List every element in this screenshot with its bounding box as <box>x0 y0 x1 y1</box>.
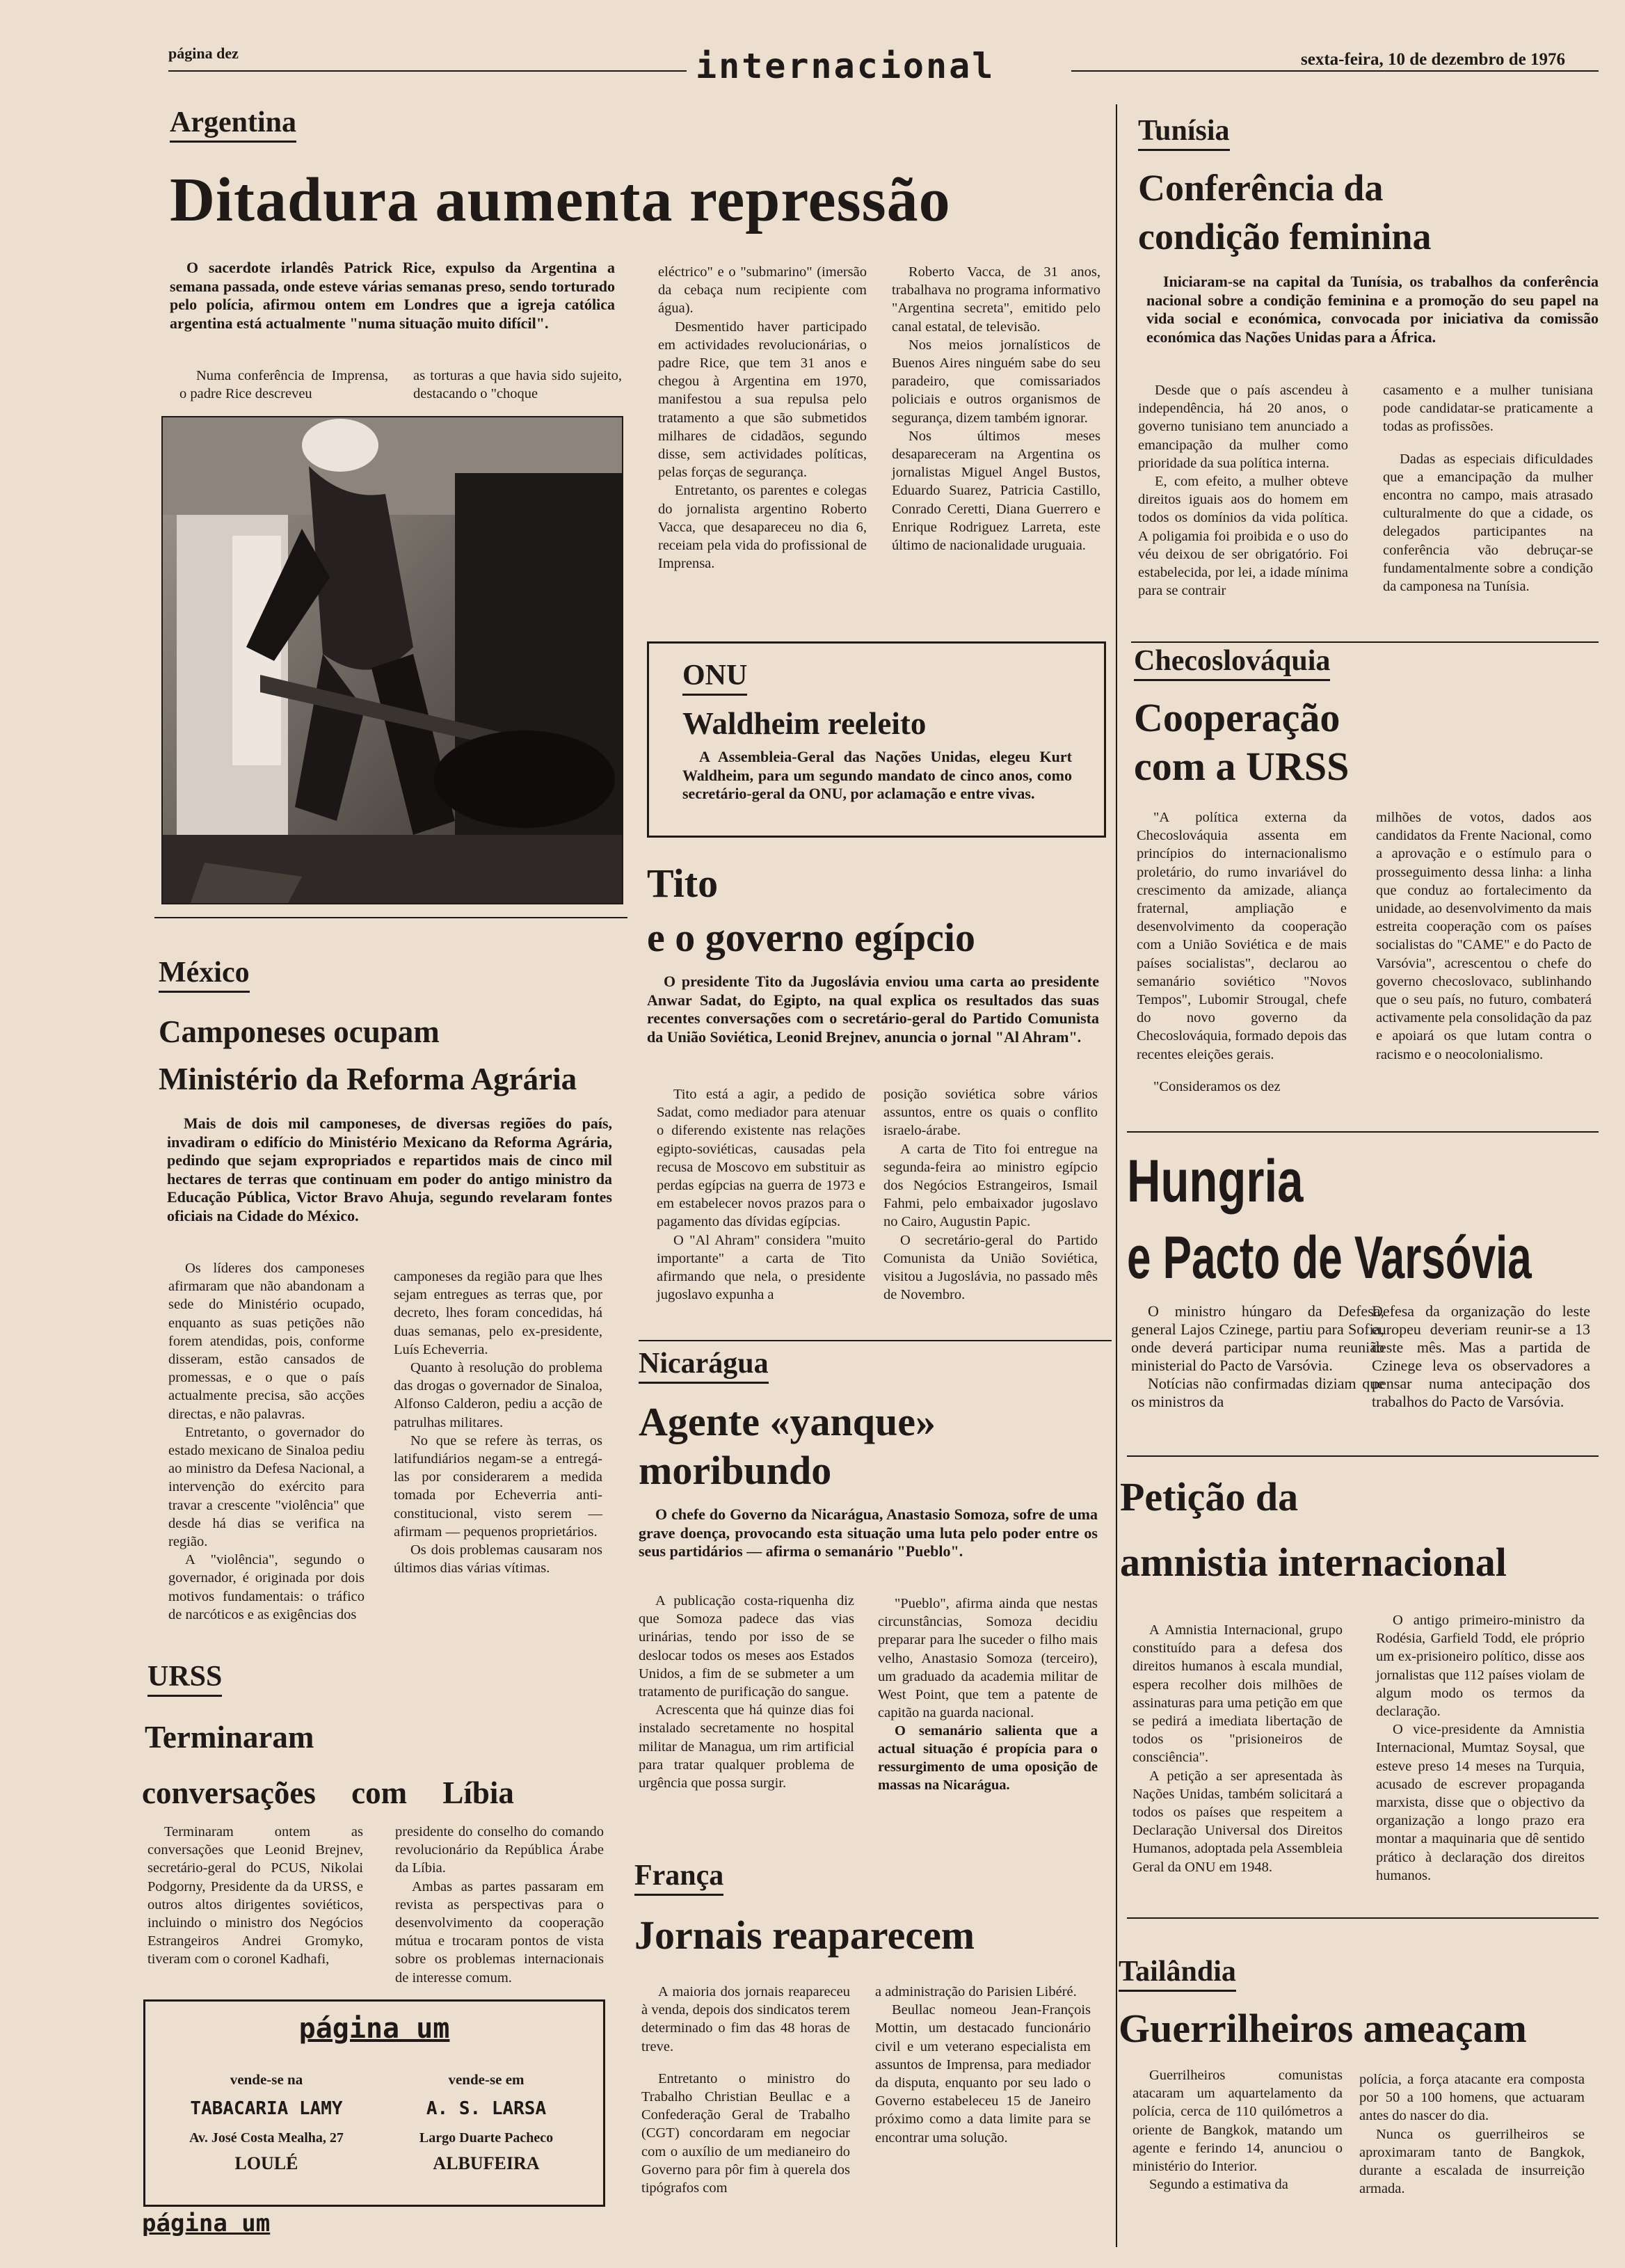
onu-headline: Waldheim reeleito <box>682 706 927 741</box>
hungria-top-rule <box>1127 1131 1599 1133</box>
urss-kicker: URSS <box>147 1660 222 1697</box>
issue-date: sexta-feira, 10 de dezembro de 1976 <box>1301 50 1566 69</box>
onu-box <box>647 641 1106 838</box>
tito-headline-2: e o governo egípcio <box>647 915 975 960</box>
hungria-col-1: O ministro húngaro da Defesa, general Lajos Czinege, partiu para Sofia, onde deverá participar numa reunião ministerial do Pacto de Varsóvia. Notícias não confirmadas diziam que os ministros da <box>1131 1302 1384 1410</box>
tunisia-col-1: Desde que o país ascendeu à independência, há 20 anos, o governo tunisiano tem anunciado a emancipação da mulher como prioridade da sua política interna. E, com efeito, a mulher obteve direitos iguais aos do homem em todos os domínios da vida política. A poligamia foi proibida e o uso do véu deixou de ser obrigatório. Foi estabelecida, por lei, a idade mínima para se contrair <box>1138 383 1348 599</box>
argentina-col-3: eléctrico" e o "submarino" (imersão da cebaça num recipiente com água). Desmentido haver participado em actividades revolucionárias, o padre Rice, que tem 31 anos e chegou à Argentina em 1970, manifestou a sua repulsa pelo tratamento a que são submetidos milhares de cidadãos, segundo disse, sem actividades políticas, pelas forças de segurança. Entretanto, os parentes e colegas do jornalista argentino Roberto Vacca, que desapareceu no dia 6, receiam pela vida do profissional de Imprensa. <box>658 264 867 572</box>
right-column-divider <box>1116 104 1117 2247</box>
franca-col-2: a administração do Parisien Libéré. Beullac nomeou Jean-François Mottin, um destacado funcionário civil e um veterano especialista em assuntos de Imprensa, para mediador da disputa, enquanto por seu lado o Governo estabeleceu 15 de Janeiro próximo como a data limite para se encontrar uma solução. <box>875 1984 1091 2146</box>
header-rule-right <box>1071 70 1599 72</box>
tailandia-top-rule <box>1127 1917 1599 1919</box>
pagina-um-ad <box>143 1999 605 2207</box>
tunisia-col-2: casamento e a mulher tunisiana pode candidatar-se praticamente a todas as profissões. Dadas as especiais dificuldades que a emancipação da mulher encontra no campo, mais atrasado culturalmente do que a cidade, os delegados participantes na conferência vão debruçar-se fundamentalmente sobre a condição da camponesa na Tunísia. <box>1383 383 1593 595</box>
amnistia-headline-2: amnistia internacional <box>1120 1540 1507 1585</box>
hungria-col-2: Defesa da organização do leste europeu deveriam reunir-se a 13 deste mês. Mas a partida de Czinege leva os observadores a pensar numa antecipação dos trabalhos do Pacto de Varsóvia. <box>1372 1302 1590 1410</box>
mexico-lead: Mais de dois mil camponeses, de diversas regiões do país, invadiram o edifício do Ministério Mexicano da Reforma Agrária, pedindo que sejam expropriados e repartidos mais de cinco mil hectares de terras que continuam em poder do antigo ministro da Educação Pública, Victor Bravo Ahuja, segundo revelaram fontes oficiais na Cidade do México. <box>167 1115 612 1224</box>
urss-headline-1: Terminaram <box>145 1720 314 1755</box>
nicaragua-headline-2: moribundo <box>639 1448 832 1493</box>
section-title: internacional <box>696 46 995 86</box>
tunisia-headline-2: condição feminina <box>1138 216 1432 257</box>
ad-left: vende-se na TABACARIA LAMY Av. José Costa Mealha, 27 LOULÉ <box>189 2071 344 2173</box>
franca-kicker: França <box>634 1859 723 1896</box>
franca-col-1: A maioria dos jornais reapareceu à venda, depois dos sindicatos terem determinado o fim das 48 horas de treve. Entretanto o ministro do Trabalho Christian Beullac e a Confederação Geral de Trabalho (CGT) concordaram em negociar com o auxílio de um medianeiro do Governo para pôr fim à querela dos tipógrafos com <box>641 1984 850 2196</box>
checoslovaquia-col-2: milhões de votos, dados aos candidatos da Frente Nacional, como a aprovação e o estímulo para o prosseguimento dessa linha: a linha que conduz ao fortalecimento da unidade, ao desenvolvimento da mais estreita cooperação com os países socialistas do "CAME" e do Pacto de Varsóvia", acrescentou o chefe do governo checoslovaco, sublinhando que o seu país, no futuro, combaterá activamente pela consolidação da paz e apoiará os que lutam contra o racismo e o neocolonialismo. <box>1376 810 1592 1062</box>
tailandia-kicker: Tailândia <box>1119 1955 1236 1992</box>
tunisia-headline-1: Conferência da <box>1138 167 1384 209</box>
tailandia-col-2: polícia, a força atacante era composta por 50 a 100 homens, que actuaram antes do nascer do dia. Nunca os guerrilheiros se aproximaram tanto de Bangkok, durante a escalada de insurreição armada. <box>1359 2072 1585 2197</box>
tailandia-headline: Guerrilheiros ameaçam <box>1119 2006 1527 2051</box>
tunisia-lead: Iniciaram-se na capital da Tunísia, os trabalhos da conferência nacional sobre a condição feminina e a promoção do seu papel na vida social e económica, convocada por iniciativa da comissão económica das Nações Unidas para a África. <box>1146 273 1599 346</box>
mexico-headline-1: Camponeses ocupam <box>159 1014 440 1049</box>
argentina-photo <box>161 416 623 904</box>
police-photo-illustration <box>163 417 622 903</box>
amnistia-top-rule <box>1127 1455 1599 1457</box>
nicaragua-headline-1: Agente «yanque» <box>639 1399 936 1444</box>
checoslovaquia-headline-1: Cooperação <box>1134 695 1340 740</box>
hungria-headline-1: Hungria <box>1127 1148 1304 1215</box>
tailandia-col-1: Guerrilheiros comunistas atacaram um aquartelamento da polícia, cerca de 110 quilómetros a oriente de Bangkok, matando um agente e ferindo 14, anunciou o ministério do Interior. Segundo a estimativa da <box>1132 2068 1343 2193</box>
ad-right: vende-se em A. S. LARSA Largo Duarte Pacheco ALBUFEIRA <box>419 2071 554 2173</box>
checoslovaquia-headline-2: com a URSS <box>1134 744 1350 789</box>
hungria-headline-2: e Pacto de Varsóvia <box>1127 1224 1532 1291</box>
argentina-col-4: Roberto Vacca, de 31 anos, trabalhava no programa informativo "Argentina secreta", emitido pelo canal estatal, de televisão. Nos meios jornalísticos de Buenos Aires ninguém sabe do seu paradeiro, que comissariados policiais e outros organismos de segurança, dizem também ignorar. Nos últimos meses desapareceram na Argentina os jornalistas Miguel Angel Bustos, Eduardo Suarez, Patricia Castillo, Conrado Ceretti, Diana Guerrero e Enrique Rodriguez Larreta, este último de nacionalidade uruguaia. <box>892 264 1100 554</box>
argentina-col-1: Numa conferência de Imprensa, o padre Rice descreveu <box>179 368 388 402</box>
urss-headline-2: conversações com Líbia <box>142 1775 514 1810</box>
nicaragua-col-1: A publicação costa-riquenha diz que Somoza padece das vias urinárias, tendo por isso de se deslocar todos os meses aos Estados Unidos, a fim de se submeter a um tratamento de purificação do sangue. Acrescenta que há quinze dias foi instalado secretamente no hospital militar de Managua, um rim artificial para tratar qualquer problema de urgência que possa surgir. <box>639 1593 854 1791</box>
checoslovaquia-top-rule <box>1131 641 1599 643</box>
amnistia-headline-1: Petição da <box>1120 1474 1299 1519</box>
onu-kicker: ONU <box>682 659 747 696</box>
nicaragua-top-rule <box>639 1340 1112 1341</box>
franca-headline: Jornais reaparecem <box>634 1912 975 1958</box>
tito-col-2: posição soviética sobre vários assuntos, entre os quais o conflito israelo-árabe. A carta de Tito foi entregue na segunda-feira ao ministro egípcio dos Negócios Estrangeiros, Ismail Fahmi, pelo embaixador jugoslavo no Cairo, Augustin Papic. O secretário-geral do Partido Comunista da União Soviética, visitou a Jugoslávia, no passado mês de Novembro. <box>883 1087 1098 1303</box>
nicaragua-lead: O chefe do Governo da Nicarágua, Anastasio Somoza, sofre de uma grave doença, provocando esta situação uma luta pelo poder entre os seus partidários — afirma o semanário "Pueblo". <box>639 1506 1098 1560</box>
checoslovaquia-col-1: "A política externa da Checoslováquia assenta em princípios do internacionalismo proletário, do rumo invariável do crescimento da amizade, aliança fraternal, ampliação e desenvolvimento da cooperação com a União Soviética e de mais países socialistas", declarou ao semanário soviético "Novos Tempos", Lubomir Strougal, chefe do novo governo da Checoslováquia, formado depois das recentes eleições gerais. "Consideramos os dez <box>1137 810 1347 1094</box>
mexico-top-rule <box>154 917 627 918</box>
amnistia-col-1: A Amnistia Internacional, grupo constituído para a defesa dos direitos humanos à escala mundial, espera recolher dois milhões de assinaturas para uma petição em que se pedirá a imediata libertação de todos os "prisioneiros de consciência". A petição a ser apresentada às Nações Unidas, também solicitará a todos os países que respeitem a Declaração Universal dos Direitos Humanos, adoptada pela Assembleia Geral da ONU em 1948. <box>1132 1622 1343 1875</box>
ad-title: página um <box>298 2013 450 2045</box>
onu-lead: A Assembleia-Geral das Nações Unidas, elegeu Kurt Waldheim, para um segundo mandato de cinco anos, como secretário-geral da ONU, por aclamação e entre vivas. <box>682 748 1072 802</box>
nicaragua-kicker: Nicarágua <box>639 1347 769 1384</box>
tito-headline-1: Tito <box>647 861 719 906</box>
argentina-kicker: Argentina <box>170 106 296 143</box>
mexico-col-2: camponeses da região para que lhes sejam entregues as terras que, por decreto, lhes foram concedidas, há duas semanas, pelo ex-presidente, Luís Echeverria. Quanto à resolução do problema das drogas o governador de Sinaloa, Alfonso Calderon, pediu a acção de patrulhas militares. No que se refere às terras, os latifundiários negam-se a entregá-las por considerarem a medida tomada por Echeverria anti-constitucional, visto serem — afirmam — pequenos proprietários. Os dois problemas causaram nos últimos dias várias vítimas. <box>394 1269 602 1576</box>
ad-footer: página um <box>142 2210 271 2237</box>
mexico-col-1: Os líderes dos camponeses afirmaram que não abandonam a sede do Ministério ocupado, enquanto as suas petições não forem atendidas, pois, conforme disseram, estão cansados de promessas, e o que o país actualmente precisa, são acções directas, e não palavras. Entretanto, o governador do estado mexicano de Sinaloa pediu ao ministro da Defesa Nacional, a intervenção do exército para travar a crescente "violência" que desde há dias se verifica na região. A "violência", segundo o governador, é originada por dois motivos fundamentais: o tráfico de narcóticos e as exigências dos <box>168 1261 365 1622</box>
mexico-headline-2: Ministério da Reforma Agrária <box>159 1062 577 1096</box>
page-label: página dez <box>168 45 239 62</box>
argentina-col-2: as torturas a que havia sido sujeito, destacando o "choque <box>413 368 622 402</box>
tito-lead: O presidente Tito da Jugoslávia enviou uma carta ao presidente Anwar Sadat, do Egipto, na qual explica os resultados das suas recentes conversações com o secretário-geral do Partido Comunista da União Soviética, Leonid Brejnev, anuncia o jornal "Al Ahram". <box>647 973 1099 1046</box>
nicaragua-col-2: "Pueblo", afirma ainda que nestas circunstâncias, Somoza decidiu preparar para lhe suceder o filho mais velho, Anastasio Somoza (terceiro), um graduado da academia militar de West Point, que tem a patente de capitão na guarda nacional. O semanário salienta que a actual situação é propícia para o ressurgimento de uma oposição de massas na Nicarágua. <box>878 1596 1098 1794</box>
header-rule-left <box>168 70 687 72</box>
checoslovaquia-kicker: Checoslováquia <box>1134 644 1330 681</box>
tito-col-1: Tito está a agir, a pedido de Sadat, como mediador para atenuar o diferendo existente nas relações egipto-soviéticas, causadas pela recusa de Moscovo em substituir as perdas egípcias na guerra de 1973 e em estabelecer novos prazos para o pagamento das dívidas egípcias. O "Al Ahram" considera "muito importante" a carta de Tito afirmando que nela, o presidente jugoslavo expunha a <box>657 1087 865 1303</box>
mexico-kicker: México <box>159 956 250 993</box>
argentina-lead: O sacerdote irlandês Patrick Rice, expulso da Argentina a semana passada, onde esteve várias semanas preso, sendo torturado pelo polícia, afirmou ontem em Londres que a igreja católica argentina está actualmente "numa situação muito difícil". <box>170 259 615 332</box>
urss-col-1: Terminaram ontem as conversações que Leonid Brejnev, secretário-geral do PCUS, Nikolai Podgorny, Presidente da da URSS, e outros altos dirigentes soviéticos, incluindo o ministro dos Negócios Estrangeiros Andrei Gromyko, tiveram com o coronel Kadhafi, <box>147 1824 363 1967</box>
argentina-headline: Ditadura aumenta repressão <box>170 166 951 234</box>
tunisia-kicker: Tunísia <box>1138 114 1230 151</box>
amnistia-col-2: O antigo primeiro-ministro da Rodésia, Garfield Todd, ele próprio um ex-prisioneiro político, disse aos jornalistas que 112 países violam de algum modo os termos da declaração. O vice-presidente da Amnistia Internacional, Mumtaz Soysal, que esteve preso 14 meses na Turquia, acusado de escrever propaganda marxista, disse que o objectivo da organização a longo prazo era montar a maquinaria que dê sentido prático à declaração dos direitos humanos. <box>1376 1613 1585 1883</box>
urss-col-2: presidente do conselho do comando revolucionário da República Árabe da Líbia. Ambas as partes passaram em revista as perspectivas para o desenvolvimento da cooperação mútua e trocaram pontos de vista sobre os problemas internacionais de interesse comum. <box>395 1824 604 1986</box>
